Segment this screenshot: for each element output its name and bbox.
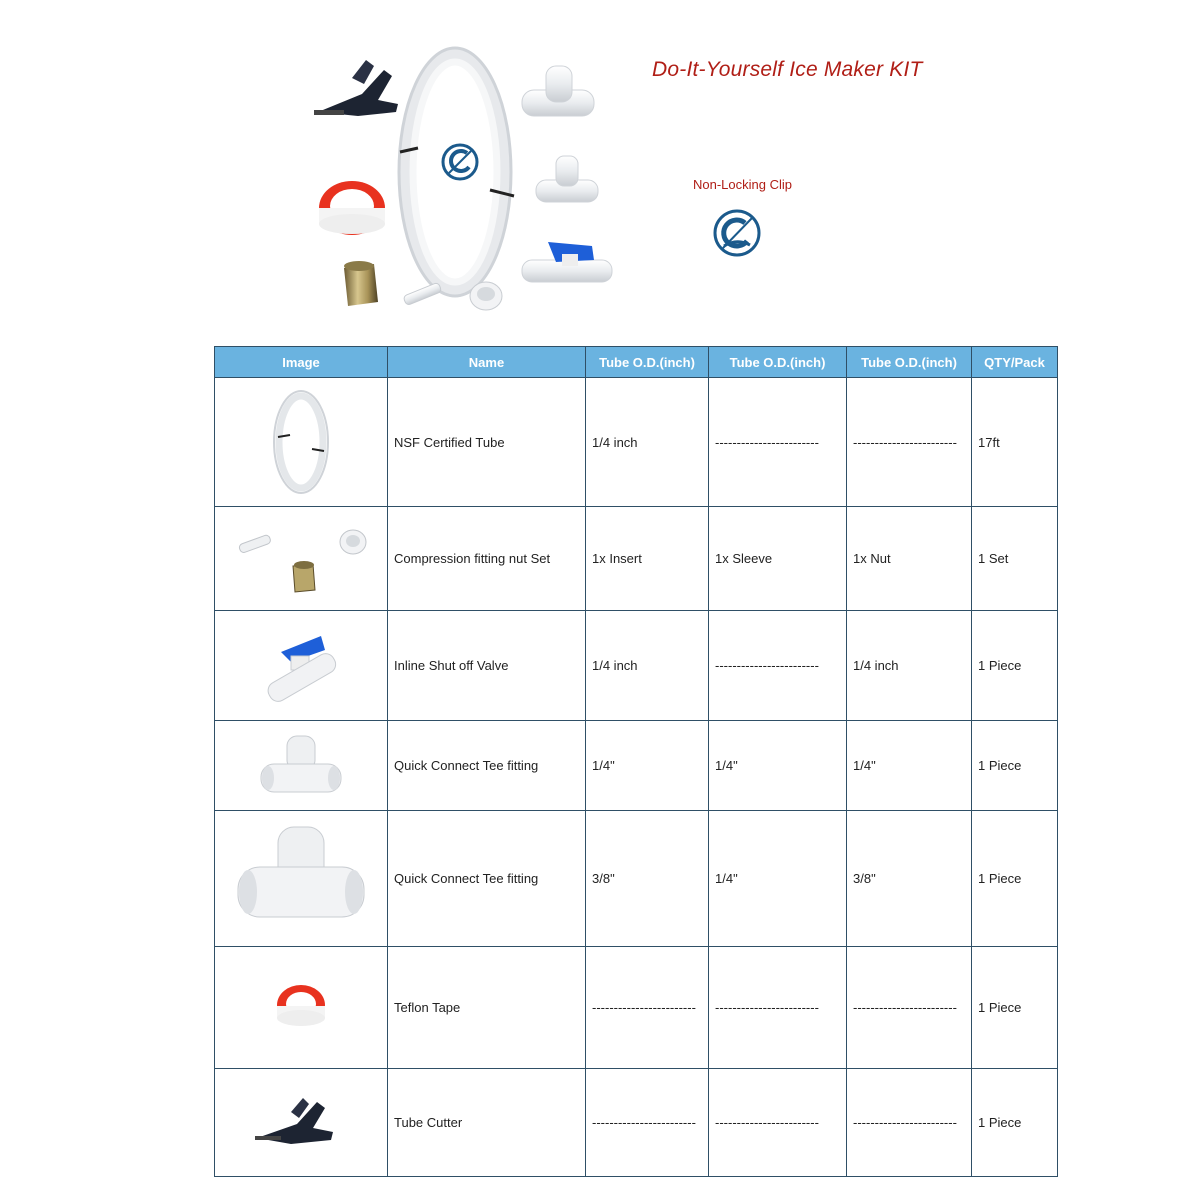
brass-nut-icon xyxy=(344,261,378,306)
row-od2: 1x Sleeve xyxy=(709,507,847,611)
row-qty: 1 Piece xyxy=(972,1069,1058,1177)
non-locking-clip-icon xyxy=(712,208,762,258)
row-name: Quick Connect Tee fitting xyxy=(388,721,586,811)
row-od3: 3/8" xyxy=(847,811,972,947)
teflon-tape-icon xyxy=(319,181,385,235)
table-row xyxy=(215,947,1058,1069)
row-od2: 1/4" xyxy=(709,721,847,811)
insert-icon xyxy=(403,282,442,306)
row-name: Compression fitting nut Set xyxy=(388,507,586,611)
header-name: Name xyxy=(388,347,586,378)
header-tube-od-3: Tube O.D.(inch) xyxy=(847,347,972,378)
tube-cutter-icon xyxy=(251,1088,351,1158)
row-od2: ------------------------ xyxy=(709,378,847,507)
row-od2: ------------------------ xyxy=(709,947,847,1069)
row-od2: ------------------------ xyxy=(709,611,847,721)
row-od3: ------------------------ xyxy=(847,947,972,1069)
tube-cutter-icon xyxy=(314,60,398,116)
table-header-row xyxy=(215,347,1058,378)
kit-spec-table xyxy=(214,346,1058,1177)
row-od1: 1/4 inch xyxy=(586,378,709,507)
table-row xyxy=(215,611,1058,721)
row-od3: ------------------------ xyxy=(847,378,972,507)
row-od1: 1/4 inch xyxy=(586,611,709,721)
table-row xyxy=(215,811,1058,947)
shutoff-valve-icon xyxy=(522,242,612,282)
row-od1: ------------------------ xyxy=(586,947,709,1069)
header-tube-od-2: Tube O.D.(inch) xyxy=(709,347,847,378)
row-od2: 1/4" xyxy=(709,811,847,947)
row-name: Quick Connect Tee fitting xyxy=(388,811,586,947)
row-name: Tube Cutter xyxy=(388,1069,586,1177)
row-od3: ------------------------ xyxy=(847,1069,972,1177)
tee-fitting-icon xyxy=(522,66,598,202)
header-image: Image xyxy=(215,347,388,378)
row-image xyxy=(215,721,388,811)
row-qty: 1 Piece xyxy=(972,811,1058,947)
table-row xyxy=(215,507,1058,611)
table-row xyxy=(215,721,1058,811)
compression-set-icon xyxy=(221,514,381,604)
header-tube-od-1: Tube O.D.(inch) xyxy=(586,347,709,378)
row-od3: 1/4 inch xyxy=(847,611,972,721)
page-title: Do-It-Yourself Ice Maker KIT xyxy=(652,58,923,81)
row-od1: ------------------------ xyxy=(586,1069,709,1177)
row-image xyxy=(215,947,388,1069)
row-od1: 3/8" xyxy=(586,811,709,947)
row-name: NSF Certified Tube xyxy=(388,378,586,507)
row-qty: 1 Piece xyxy=(972,611,1058,721)
row-name: Inline Shut off Valve xyxy=(388,611,586,721)
table-row xyxy=(215,378,1058,507)
row-name: Teflon Tape xyxy=(388,947,586,1069)
row-image xyxy=(215,611,388,721)
row-qty: 1 Piece xyxy=(972,947,1058,1069)
tee-fitting-icon xyxy=(251,726,351,806)
row-qty: 17ft xyxy=(972,378,1058,507)
kit-product-photo xyxy=(300,20,630,330)
row-od3: 1/4" xyxy=(847,721,972,811)
row-od1: 1x Insert xyxy=(586,507,709,611)
clip-label: Non-Locking Clip xyxy=(693,177,792,192)
table-row xyxy=(215,1069,1058,1177)
tee-fitting-icon xyxy=(226,819,376,939)
row-qty: 1 Piece xyxy=(972,721,1058,811)
row-image xyxy=(215,507,388,611)
row-od3: 1x Nut xyxy=(847,507,972,611)
tube-coil-icon xyxy=(246,387,356,497)
header-qty: QTY/Pack xyxy=(972,347,1058,378)
sleeve-icon xyxy=(470,282,502,310)
row-image xyxy=(215,378,388,507)
non-locking-clip-icon xyxy=(443,145,477,179)
row-image xyxy=(215,1069,388,1177)
teflon-tape-icon xyxy=(266,973,336,1043)
row-od2: ------------------------ xyxy=(709,1069,847,1177)
row-image xyxy=(215,811,388,947)
row-od1: 1/4" xyxy=(586,721,709,811)
row-qty: 1 Set xyxy=(972,507,1058,611)
shutoff-valve-icon xyxy=(251,616,351,716)
